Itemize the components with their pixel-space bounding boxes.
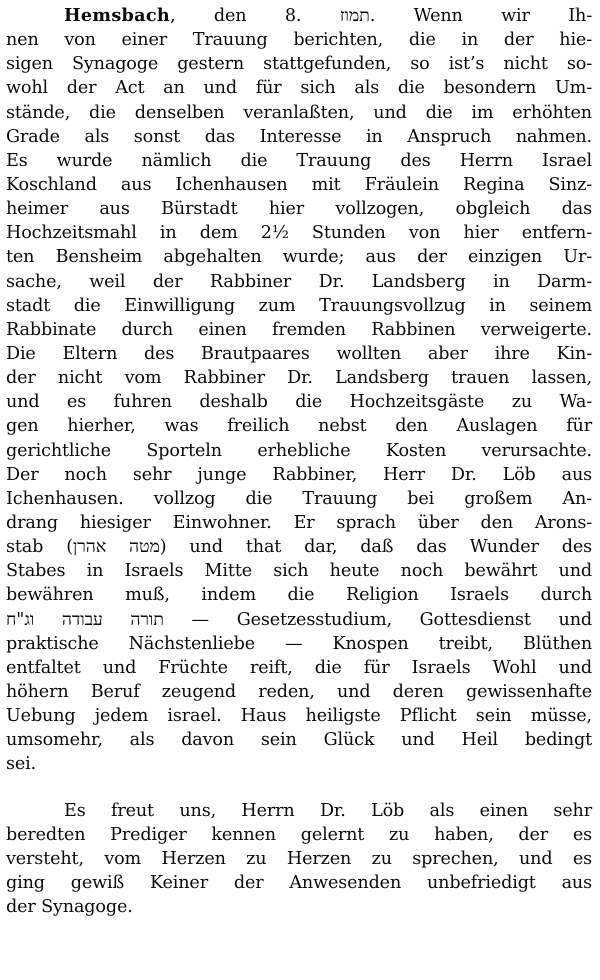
- text-line: der nicht vom Rabbiner Dr. Landsberg trauen lassen,: [6, 368, 592, 389]
- text-line: ten Bensheim abgehalten wurde; aus der einzigen Ur-: [6, 247, 592, 268]
- paragraph-1: [6, 4, 592, 777]
- text-line: gerichtliche Sporteln erhebliche Kosten verursachte.: [6, 440, 592, 461]
- text-line: nen von einer Trauung berichten, die in der hie-: [6, 30, 592, 51]
- text-line: Hochzeitsmahl in dem 2½ Stunden von hier entfern-: [6, 223, 592, 244]
- text-line: stab (מטה אהרן) und that dar, daß das Wunder des: [6, 537, 592, 558]
- text-line: höhern Beruf zeugend reden, und deren gewissenhafte: [6, 681, 592, 702]
- text-line: wohl der Act an und für sich als die besondern Um-: [6, 78, 592, 99]
- text-line: heimer aus Bürstadt hier vollzogen, obgleich das: [6, 199, 592, 220]
- paragraph-2: [6, 799, 592, 920]
- text-line: Uebung jedem israel. Haus heiligste Pflicht sein müsse,: [6, 706, 592, 727]
- text-line: Ichenhausen. vollzog die Trauung bei großem An-: [6, 488, 592, 509]
- text-line: bewähren muß, indem die Religion Israels durch: [6, 585, 592, 606]
- text-line: der Synagoge.: [6, 897, 133, 918]
- text-line: Stabes in Israels Mitte sich heute noch bewährt und: [6, 561, 592, 582]
- text-line: drang hiesiger Einwohner. Er sprach über den Arons-: [6, 512, 592, 533]
- text-line: sei.: [6, 754, 37, 775]
- text-line: Es freut uns, Herrn Dr. Löb als einen sehr: [64, 800, 592, 821]
- text-line: ging gewiß Keiner der Anwesenden unbefriedigt aus: [6, 872, 592, 893]
- text-line: Der noch sehr junge Rabbiner, Herr Dr. Löb aus: [6, 464, 592, 485]
- text-line: תורה עבודה וג"ח — Gesetzesstudium, Gottesdienst und: [6, 609, 593, 630]
- text-line: praktische Nächstenliebe — Knospen treibt, Blüthen: [6, 633, 592, 654]
- text-line: stadt die Einwilligung zum Trauungsvollzug in seinem: [6, 295, 592, 316]
- text-line: Rabbinate durch einen fremden Rabbinen verweigerte.: [6, 319, 592, 340]
- headline: Hemsbach: [64, 5, 170, 26]
- text-line: stände, die denselben veranlaßten, und die im erhöhten: [6, 102, 592, 123]
- text-line: versteht, vom Herzen zu Herzen zu sprechen, und es: [6, 848, 592, 869]
- text-line: Koschland aus Ichenhausen mit Fräulein Regina Sinz-: [6, 174, 592, 195]
- text-line: sache, weil der Rabbiner Dr. Landsberg in Darm-: [6, 271, 592, 292]
- text-line: Es wurde nämlich die Trauung des Herrn Israel: [6, 150, 592, 171]
- text-line: gen hierher, was freilich nebst den Auslagen für: [6, 416, 592, 437]
- text-line: umsomehr, als davon sein Glück und Heil bedingt: [6, 730, 592, 751]
- text-line: Die Eltern des Brautpaares wollten aber ihre Kin-: [6, 343, 592, 364]
- text-line: Hemsbach, den 8. תמוז. Wenn wir Ih-: [64, 5, 592, 26]
- text-line: Grade als sonst das Interesse in Anspruch nahmen.: [6, 126, 592, 147]
- paragraph-gap: [6, 777, 592, 799]
- text-line: sigen Synagoge gestern stattgefunden, so ist’s nicht so-: [6, 54, 592, 75]
- text-line: beredten Prediger kennen gelernt zu haben, der es: [6, 824, 592, 845]
- text-line: und es fuhren deshalb die Hochzeitsgäste zu Wa-: [6, 392, 592, 413]
- text-line: entfaltet und Früchte reift, die für Israels Wohl und: [6, 657, 592, 678]
